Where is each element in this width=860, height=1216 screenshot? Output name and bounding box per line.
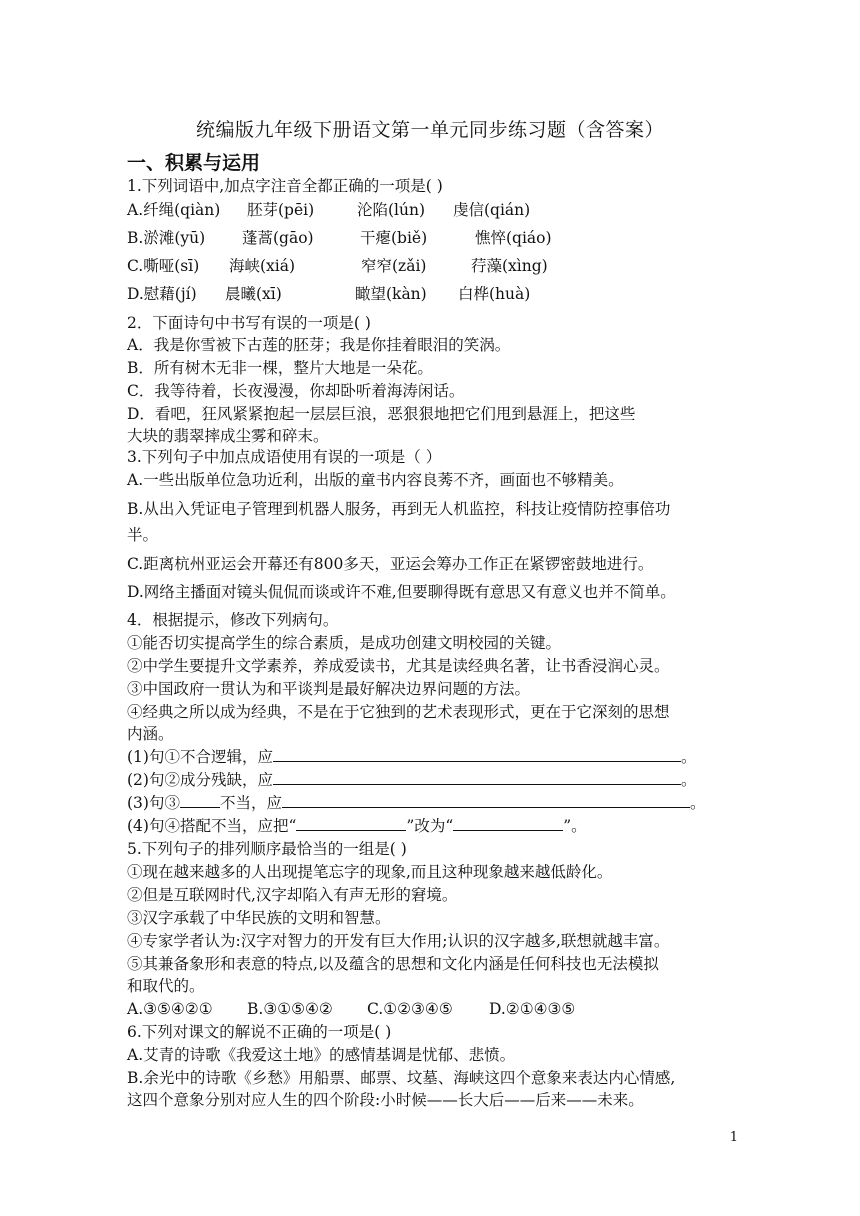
option-term: 干瘪(biě) xyxy=(360,229,428,247)
question-3-option-a: A.一些出版单位急功近利，出版的童书内容良莠不齐，画面也不够精美。 xyxy=(127,471,624,489)
question-1-stem: 1.下列词语中,加点字注音全都正确的一项是( ) xyxy=(127,177,443,195)
option-term: A.纤绳(qiàn) xyxy=(127,201,221,219)
option-term: 沦陷(lún) xyxy=(357,201,426,219)
option: A.③⑤④②① xyxy=(127,1000,213,1018)
option-term: 蓬蒿(gāo) xyxy=(242,229,314,247)
question-3-option-b: B.从出入凭证电子管理到机器人服务，再到无人机监控，科技让疫情防控事倍功 xyxy=(127,500,671,518)
sentence-3: ③汉字承载了中华民族的文明和智慧。 xyxy=(127,909,391,927)
answer-blank[interactable] xyxy=(273,747,681,762)
sentence-2: ②中学生要提升文学素养，养成爱读书，尤其是读经典名著，让书香浸润心灵。 xyxy=(127,657,670,675)
answer-prompt: (3)句③ xyxy=(127,794,180,812)
sentence-4: ④专家学者认为:汉字对智力的开发有巨大作用;认识的汉字越多,联想就越丰富。 xyxy=(127,932,670,950)
punct: ”。 xyxy=(563,817,587,835)
answer-blank[interactable] xyxy=(273,770,681,785)
option-term: D.慰藉(jí) xyxy=(127,285,197,303)
question-1-option-a xyxy=(127,199,530,221)
option-term: 胚芽(pēi) xyxy=(247,201,315,219)
punct: 。 xyxy=(680,748,697,766)
option: C.①②③④⑤ xyxy=(367,1000,453,1018)
sentence-2: ②但是互联网时代,汉字却陷入有声无形的窘境。 xyxy=(127,886,458,904)
question-5-stem: 5.下列句子的排列顺序最恰当的一组是( ) xyxy=(127,840,407,858)
punct: 。 xyxy=(680,771,697,789)
answer-line-1 xyxy=(127,746,696,768)
question-2-option-d: D．看吧，狂风紧紧抱起一层层巨浪，恶狠狠地把它们甩到悬涯上，把这些 xyxy=(127,405,636,423)
question-2-option-b: B．所有树木无非一棵，整片大地是一朵花。 xyxy=(127,359,433,377)
sentence-5-cont: 和取代的。 xyxy=(127,977,205,995)
answer-blank[interactable] xyxy=(453,816,563,831)
section-heading: 一、积累与运用 xyxy=(127,152,261,174)
sentence-5: ⑤其兼备象形和表意的特点,以及蕴含的思想和文化内涵是任何科技也无法模拟 xyxy=(127,955,659,973)
document-title: 统编版九年级下册语文第一单元同步练习题（含答案） xyxy=(195,119,664,141)
option-term: 憔悴(qiáo) xyxy=(475,229,552,247)
question-1-option-d xyxy=(127,283,530,305)
question-6-option-b-cont: 这四个意象分别对应人生的四个阶段:小时候——长大后——后来——未来。 xyxy=(127,1091,644,1109)
question-3-option-b-cont: 半。 xyxy=(127,526,159,544)
sentence-3: ③中国政府一贯认为和平谈判是最好解决边界问题的方法。 xyxy=(127,680,531,698)
question-5-options xyxy=(127,998,575,1020)
question-3-stem: 3.下列句子中加点成语使用有误的一项是（ ） xyxy=(127,448,442,466)
question-6-option-a: A.艾青的诗歌《我爱这土地》的感情基调是忧郁、悲愤。 xyxy=(127,1046,516,1064)
option-term: 海峡(xiá) xyxy=(229,257,296,275)
sentence-4: ④经典之所以成为经典，不是在于它独到的艺术表现形式，更在于它深刻的思想 xyxy=(127,703,670,721)
answer-line-4 xyxy=(127,815,587,837)
sentence-1: ①能否切实提高学生的综合素质，是成功创建文明校园的关键。 xyxy=(127,634,562,652)
answer-prompt: (4)句④搭配不当，应把“ xyxy=(127,817,297,835)
answer-prompt: (1)句①不合逻辑，应 xyxy=(127,748,273,766)
option-term: 瞰望(kàn) xyxy=(355,285,427,303)
option-term: 荇藻(xìng) xyxy=(471,257,548,275)
answer-blank[interactable] xyxy=(180,793,220,808)
question-1-option-b xyxy=(127,227,552,249)
question-2-option-d-cont: 大块的翡翠摔成尘雾和碎末。 xyxy=(127,427,329,445)
option-term: 虔信(qián) xyxy=(453,201,531,219)
option-term: B.淤滩(yū) xyxy=(127,229,206,247)
option-term: 白桦(huà) xyxy=(458,285,531,303)
sentence-1: ①现在越来越多的人出现提笔忘字的现象,而且这种现象越来越低龄化。 xyxy=(127,863,613,881)
option-term: 晨曦(xī) xyxy=(225,285,282,303)
question-3-option-c: C.距离杭州亚运会开幕还有800多天，亚运会筹办工作正在紧锣密鼓地进行。 xyxy=(127,555,654,573)
option-term: C.嘶哑(sī) xyxy=(127,257,200,275)
page-number: 1 xyxy=(729,1130,738,1145)
sentence-4-cont: 内涵。 xyxy=(127,725,174,743)
question-2-stem: 2．下面诗句中书写有误的一项是( ) xyxy=(127,314,371,332)
question-3-option-d: D.网络主播面对镜头侃侃而谈或许不难,但要聊得既有意思又有意义也并不简单。 xyxy=(127,583,676,601)
answer-prompt: ”改为“ xyxy=(406,817,454,835)
punct: 。 xyxy=(689,794,706,812)
answer-blank[interactable] xyxy=(296,816,406,831)
option: B.③①⑤④② xyxy=(247,1000,333,1018)
answer-prompt: (2)句②成分残缺，应 xyxy=(127,771,273,789)
option-term: 窄窄(zǎi) xyxy=(361,257,427,275)
answer-prompt: 不当，应 xyxy=(219,794,282,812)
question-2-option-a: A．我是你雪被下古莲的胚芽；我是你挂着眼泪的笑涡。 xyxy=(127,336,511,354)
question-4-stem: 4．根据提示，修改下列病句。 xyxy=(127,611,339,629)
answer-blank[interactable] xyxy=(282,793,690,808)
question-1-option-c xyxy=(127,255,548,277)
answer-line-2 xyxy=(127,769,696,791)
answer-line-3 xyxy=(127,792,706,814)
question-2-option-c: C．我等待着，长夜漫漫，你却卧听着海涛闲话。 xyxy=(127,382,465,400)
question-6-stem: 6.下列对课文的解说不正确的一项是( ) xyxy=(127,1023,392,1041)
option: D.②①④③⑤ xyxy=(489,1000,576,1018)
question-6-option-b: B.余光中的诗歌《乡愁》用船票、邮票、坟墓、海峡这四个意象来表达内心情感, xyxy=(127,1069,676,1087)
